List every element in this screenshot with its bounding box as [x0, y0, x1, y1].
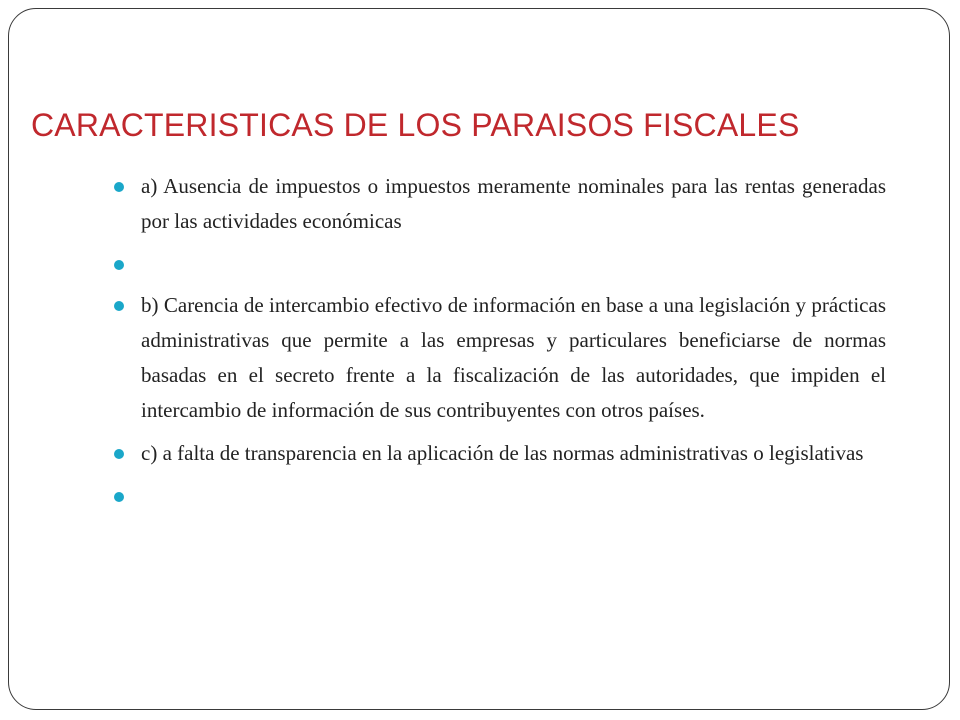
bullet-dot-icon	[114, 492, 124, 502]
slide-frame	[8, 8, 950, 710]
bullet-text: c) a falta de transparencia en la aplicación de las normas administrativas o legislativas	[141, 441, 864, 465]
slide-title: CARACTERISTICAS DE LOS PARAISOS FISCALES	[31, 107, 800, 143]
bullet-item-empty	[113, 247, 886, 282]
bullet-text: a) Ausencia de impuestos o impuestos meramente nominales para las rentas generadas por las actividades económicas	[141, 174, 886, 233]
bullet-item	[113, 169, 886, 239]
bullet-dot-icon	[114, 301, 124, 311]
bullet-dot-icon	[114, 260, 124, 270]
bullet-text: b) Carencia de intercambio efectivo de información en base a una legislación y prácticas administrativas que permite a las empresas y particulares beneficiarse de normas basadas en el secreto frente a la fiscalización de las autoridades, que impiden el intercambio de información de sus contribuyentes con otros países.	[141, 293, 886, 422]
bullet-dot-icon	[114, 449, 124, 459]
bullet-item	[113, 436, 886, 471]
bullet-list	[113, 169, 886, 520]
bullet-item	[113, 288, 886, 428]
bullet-item-empty	[113, 479, 886, 514]
bullet-dot-icon	[114, 182, 124, 192]
